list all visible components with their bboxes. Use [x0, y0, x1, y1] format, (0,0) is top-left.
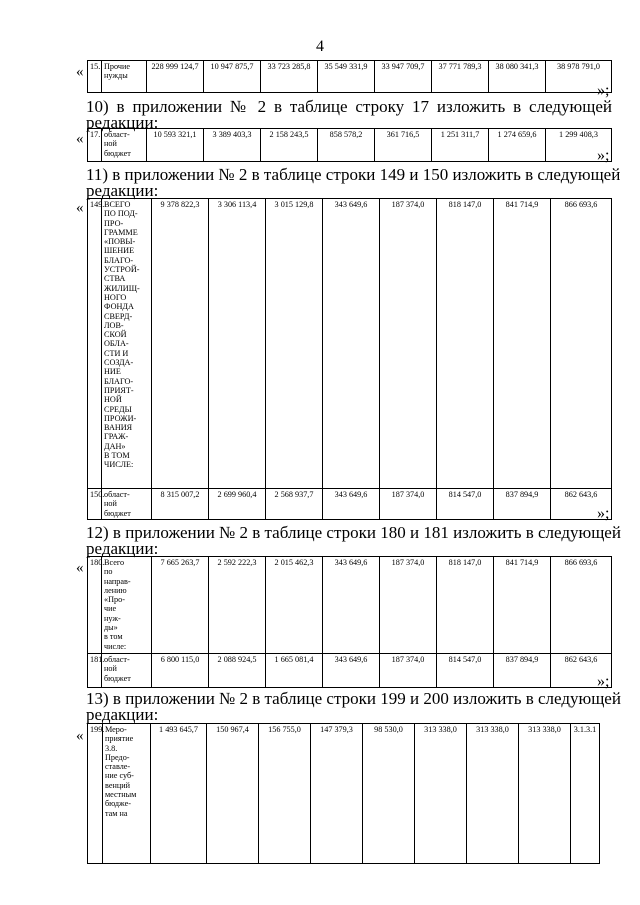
value-cell: 866 693,6 [551, 199, 612, 489]
open-quote: « [76, 131, 84, 147]
table-rows-180-181 [87, 556, 612, 688]
value-cell: 1 493 645,7 [151, 724, 207, 864]
value-cell: 3 306 113,4 [209, 199, 266, 489]
row-name: Прочие нужды [102, 61, 147, 93]
value-cell: 156 755,0 [259, 724, 311, 864]
value-cell: 37 771 789,3 [432, 61, 489, 93]
page-number: 4 [316, 38, 324, 55]
table-rows-149-150 [87, 198, 612, 520]
value-cell: 33 723 285,8 [261, 61, 318, 93]
code-cell: 3.1.3.1 [571, 724, 600, 864]
value-cell: 35 549 331,9 [318, 61, 375, 93]
value-cell: 862 643,6 [551, 489, 612, 520]
value-cell: 33 947 709,7 [375, 61, 432, 93]
table-row-199 [87, 723, 600, 864]
value-cell: 343 649,6 [323, 199, 380, 489]
value-cell: 1 665 081,4 [266, 654, 323, 688]
value-cell: 818 147,0 [437, 199, 494, 489]
row-name: ВСЕГО ПО ПОД- ПРО- ГРАММЕ «ПОВЫ- ШЕНИЕ БЛАГО- УСТРОЙ- СТВА ЖИЛИЩ- НОГО ФОНДА СВЕРД- ЛОВ- СКОЙ ОБЛА- СТИ И СОЗДА- НИЕ БЛАГО- ПРИЯТ- НОЙ СРЕДЫ ПРОЖИ- ВАНИЯ ГРАЖ- ДАН» В ТОМ ЧИСЛЕ: [102, 199, 152, 489]
value-cell: 10 593 321,1 [147, 129, 204, 162]
close-quote: »; [597, 82, 610, 99]
value-cell: 837 894,9 [494, 489, 551, 520]
value-cell: 841 714,9 [494, 199, 551, 489]
value-cell: 814 547,0 [437, 654, 494, 688]
table-row-15 [87, 60, 612, 93]
value-cell: 343 649,6 [323, 654, 380, 688]
value-cell: 2 158 243,5 [261, 129, 318, 162]
section-12-text: 12) в приложении № 2 в таблице строки 180 и 181 изложить в следующей [86, 523, 621, 542]
row-number: 181. [88, 654, 102, 688]
table-row-17 [87, 128, 612, 162]
value-cell: 187 374,0 [380, 489, 437, 520]
value-cell: 862 643,6 [551, 654, 612, 688]
value-cell: 818 147,0 [437, 557, 494, 654]
value-cell: 38 080 341,3 [489, 61, 546, 93]
value-cell: 313 338,0 [519, 724, 571, 864]
row-number: 17. [88, 129, 102, 162]
value-cell: 2 699 960,4 [209, 489, 266, 520]
value-cell: 2 568 937,7 [266, 489, 323, 520]
section-13-text: 13) в приложении № 2 в таблице строки 199 и 200 изложить в следующей [86, 689, 621, 708]
row-number: 149. [88, 199, 102, 489]
row-number: 180. [88, 557, 102, 654]
value-cell: 841 714,9 [494, 557, 551, 654]
value-cell: 8 315 007,2 [152, 489, 209, 520]
close-quote: »; [597, 147, 610, 164]
value-cell: 313 338,0 [467, 724, 519, 864]
value-cell: 837 894,9 [494, 654, 551, 688]
table-row [88, 199, 612, 489]
value-cell: 2 015 462,3 [266, 557, 323, 654]
value-cell: 814 547,0 [437, 489, 494, 520]
value-cell: 3 389 403,3 [204, 129, 261, 162]
row-number: 199. [88, 724, 103, 864]
value-cell: 343 649,6 [323, 489, 380, 520]
section-11-continuation: редакции: [86, 181, 159, 200]
section-11-text: 11) в приложении № 2 в таблице строки 149 и 150 изложить в следующей [86, 165, 621, 184]
value-cell: 1 274 659,6 [489, 129, 546, 162]
value-cell: 187 374,0 [380, 654, 437, 688]
section-10-continuation: редакции: [86, 113, 159, 132]
value-cell: 7 665 263,7 [152, 557, 209, 654]
value-cell: 9 378 822,3 [152, 199, 209, 489]
value-cell: 228 999 124,7 [147, 61, 204, 93]
open-quote: « [76, 728, 84, 744]
value-cell: 2 592 222,3 [209, 557, 266, 654]
value-cell: 1 251 311,7 [432, 129, 489, 162]
table-row [88, 654, 612, 688]
table-row [88, 61, 612, 93]
row-name: област- ной бюджет [102, 654, 152, 688]
value-cell: 1 299 408,3 [546, 129, 612, 162]
value-cell: 6 800 115,0 [152, 654, 209, 688]
value-cell: 361 716,5 [375, 129, 432, 162]
row-name: област- ной бюджет [102, 489, 152, 520]
section-12-continuation: редакции: [86, 539, 159, 558]
row-name: Всего по направ- лению «Про- чие нуж- ды» в том числе: [102, 557, 152, 654]
row-name: област- ной бюджет [102, 129, 147, 162]
value-cell: 10 947 875,7 [204, 61, 261, 93]
close-quote: »; [597, 673, 610, 690]
value-cell: 858 578,2 [318, 129, 375, 162]
value-cell: 187 374,0 [380, 557, 437, 654]
value-cell: 98 530,0 [363, 724, 415, 864]
value-cell: 2 088 924,5 [209, 654, 266, 688]
value-cell: 38 978 791,0 [546, 61, 612, 93]
section-10-text: 10) в приложении № 2 в таблице строку 17 изложить в следующей [86, 97, 612, 116]
value-cell: 150 967,4 [207, 724, 259, 864]
row-name: Меро- приятие 3.8. Предо- ставле- ние суб- венций местным бюдже- там на [103, 724, 151, 864]
table-row [88, 129, 612, 162]
open-quote: « [76, 200, 84, 216]
value-cell: 147 379,3 [311, 724, 363, 864]
value-cell: 187 374,0 [380, 199, 437, 489]
table-row [88, 489, 612, 520]
open-quote: « [76, 64, 84, 80]
table-row [88, 557, 612, 654]
close-quote: »; [597, 505, 610, 522]
row-number: 15. [88, 61, 102, 93]
row-number: 150. [88, 489, 102, 520]
value-cell: 3 015 129,8 [266, 199, 323, 489]
open-quote: « [76, 560, 84, 576]
value-cell: 343 649,6 [323, 557, 380, 654]
section-13-continuation: редакции: [86, 705, 159, 724]
value-cell: 866 693,6 [551, 557, 612, 654]
value-cell: 313 338,0 [415, 724, 467, 864]
table-row [88, 724, 600, 864]
